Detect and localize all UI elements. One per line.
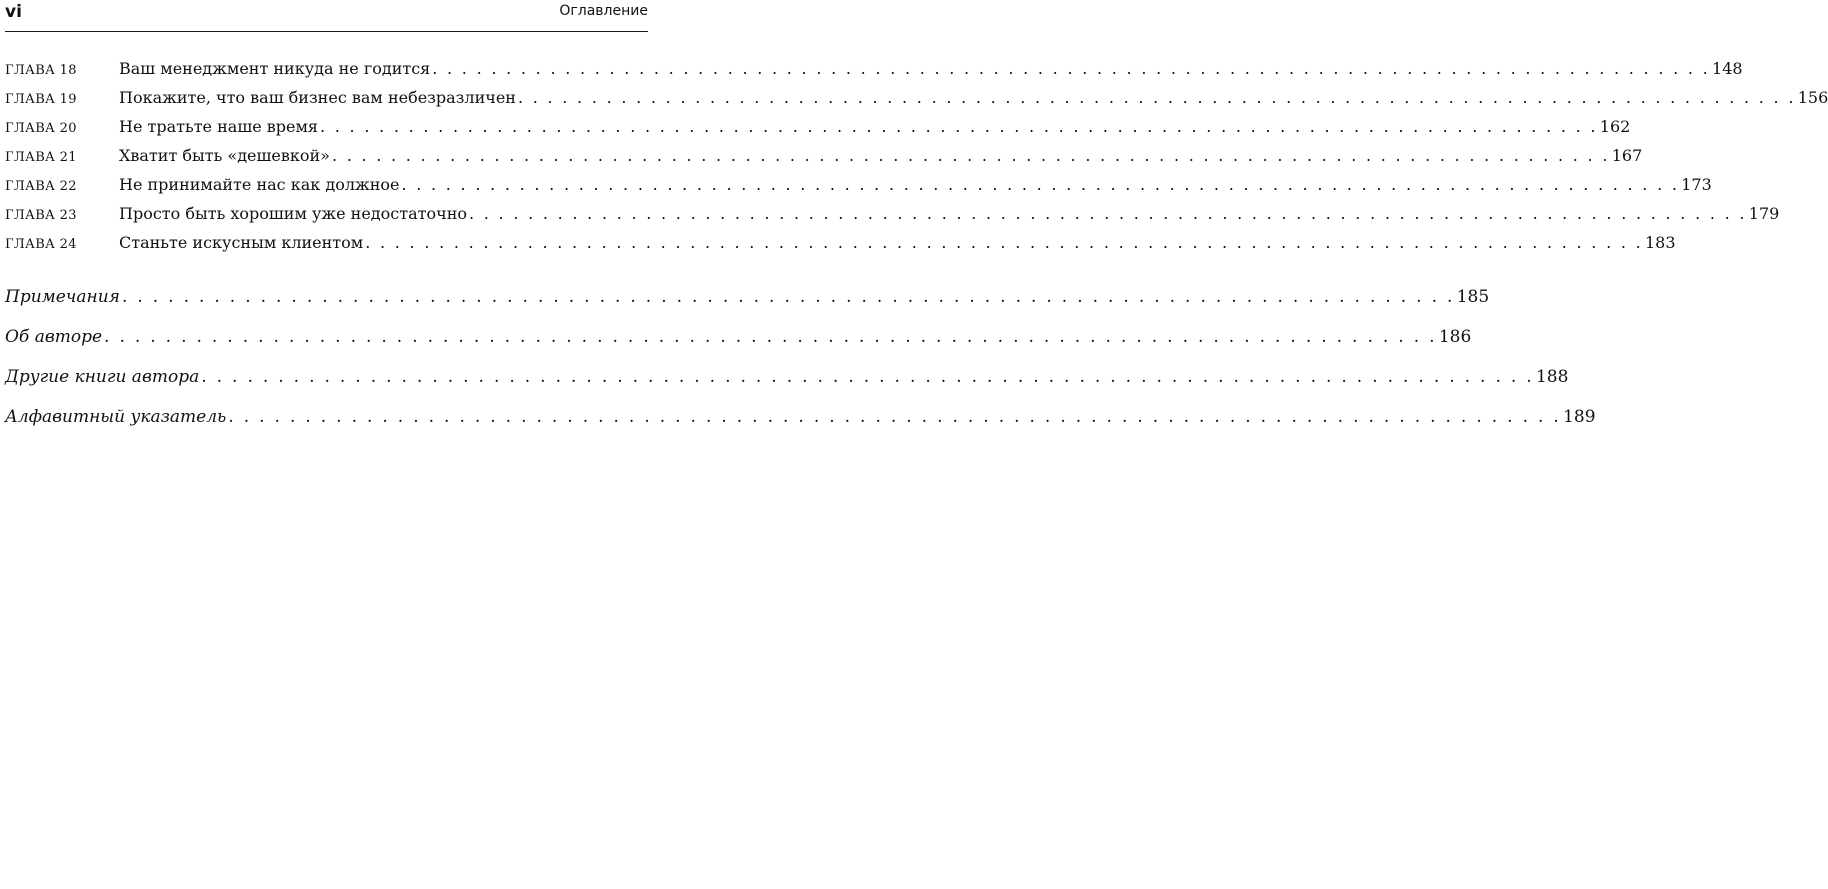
dot-leader: [469, 199, 1747, 228]
page-header: [5, 0, 648, 34]
chapter-label: ГЛАВА 20: [5, 121, 77, 136]
back-matter-page-number: 185: [1456, 287, 1490, 307]
toc-entry-notes[interactable]: [5, 277, 1490, 317]
page-number-label: vi: [5, 2, 22, 22]
header-rule: [5, 31, 648, 32]
back-matter-page-number: 189: [1563, 407, 1596, 427]
dot-leader: [228, 397, 1561, 437]
dot-leader: [518, 83, 1796, 112]
dot-leader: [432, 54, 1710, 83]
back-matter-title: Примечания: [5, 287, 120, 307]
toc-entry-index[interactable]: [5, 397, 1596, 437]
toc-entry-other-books[interactable]: [5, 357, 1569, 397]
chapter-title: Не принимайте нас как должное: [119, 175, 400, 194]
dot-leader: [332, 141, 1610, 170]
toc-entry-chapter-19[interactable]: [5, 83, 1828, 112]
back-matter-title: Другие книги автора: [5, 367, 200, 387]
chapter-title: Ваш менеджмент никуда не годится: [119, 59, 431, 78]
table-of-contents: [5, 54, 1828, 437]
back-matter-title: Алфавитный указатель: [5, 407, 227, 427]
back-matter-title: Об авторе: [5, 327, 103, 347]
running-head-title: Оглавление: [559, 3, 648, 19]
chapter-label: ГЛАВА 21: [5, 150, 77, 165]
toc-entry-chapter-18[interactable]: [5, 54, 1743, 83]
chapter-page-number: 148: [1712, 59, 1743, 78]
toc-entry-chapter-24[interactable]: [5, 228, 1676, 257]
chapter-title: Хватит быть «дешевкой»: [119, 146, 330, 165]
chapter-label: ГЛАВА 19: [5, 92, 77, 107]
toc-entry-chapter-21[interactable]: [5, 141, 1643, 170]
dot-leader: [104, 317, 1437, 357]
chapter-page-number: 173: [1681, 175, 1712, 194]
chapter-title: Покажите, что ваш бизнес вам небезразличен: [119, 88, 516, 107]
toc-entry-chapter-23[interactable]: [5, 199, 1780, 228]
chapter-title: Не тратьте наше время: [119, 117, 318, 136]
chapter-label: ГЛАВА 24: [5, 237, 77, 252]
chapter-label: ГЛАВА 18: [5, 63, 77, 78]
chapter-page-number: 179: [1748, 204, 1780, 223]
toc-entry-about-author[interactable]: [5, 317, 1472, 357]
section-gap: [5, 257, 648, 277]
dot-leader: [122, 277, 1455, 317]
chapter-page-number: 183: [1645, 233, 1676, 252]
toc-entry-chapter-22[interactable]: [5, 170, 1712, 199]
chapter-page-number: 167: [1611, 146, 1643, 165]
chapter-label: ГЛАВА 22: [5, 179, 77, 194]
chapter-label: ГЛАВА 23: [5, 208, 77, 223]
back-matter-page-number: 188: [1535, 367, 1569, 387]
chapter-page-number: 156: [1797, 88, 1828, 107]
dot-leader: [201, 357, 1534, 397]
chapter-page-number: 162: [1599, 117, 1631, 136]
back-matter-page-number: 186: [1438, 327, 1472, 347]
dot-leader: [365, 228, 1643, 257]
toc-entry-chapter-20[interactable]: [5, 112, 1631, 141]
dot-leader: [401, 170, 1679, 199]
chapter-title: Просто быть хорошим уже недостаточно: [119, 204, 467, 223]
dot-leader: [320, 112, 1598, 141]
chapter-title: Станьте искусным клиентом: [119, 233, 364, 252]
